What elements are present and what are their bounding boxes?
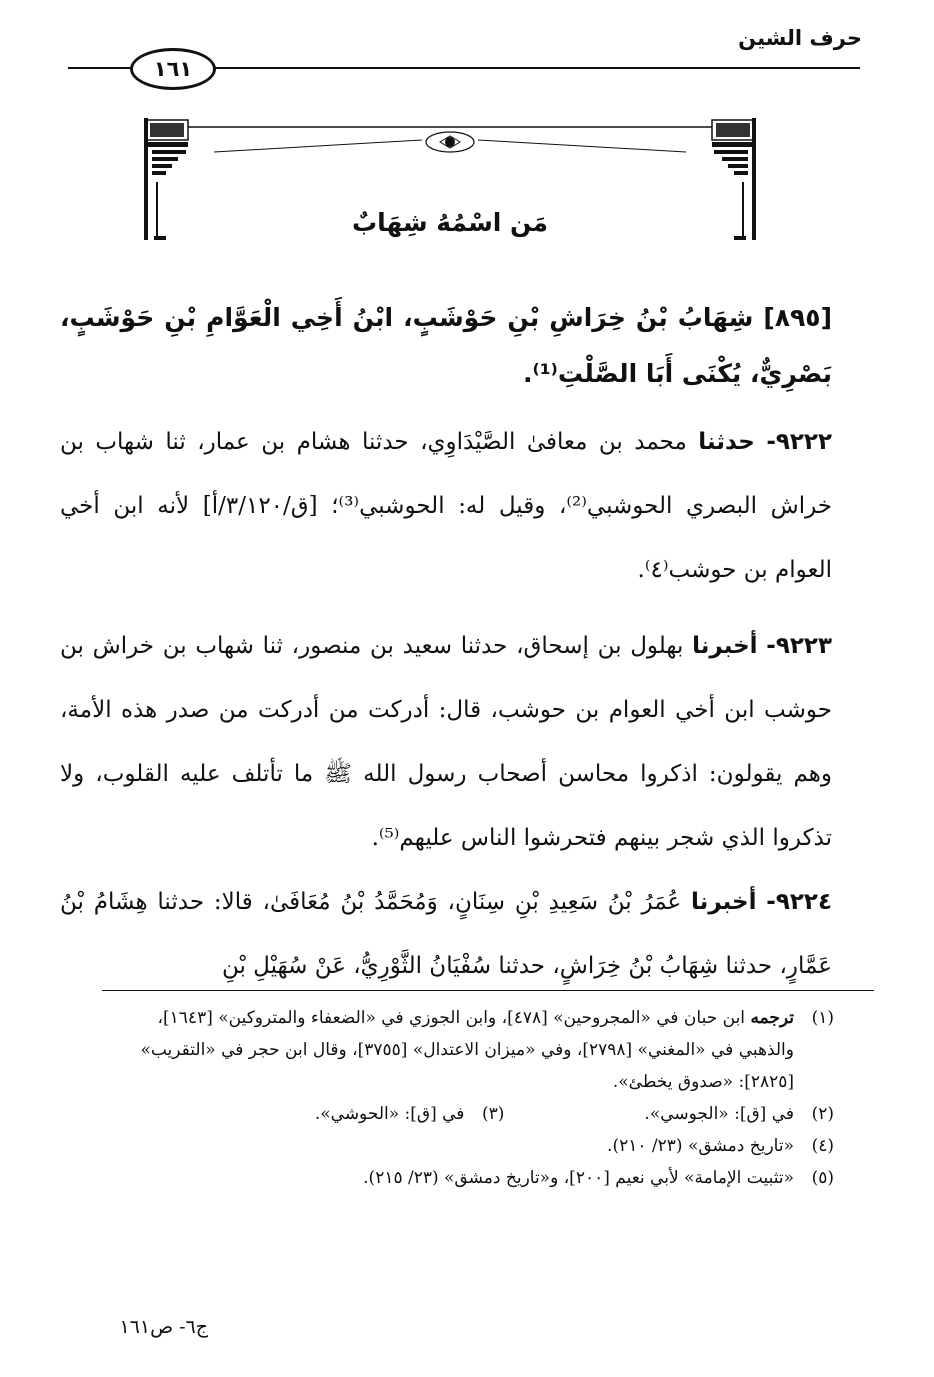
biography-entry: [٨٩٥] شِهَابُ بْنُ خِرَاشِ بْنِ حَوْشَبٍ، ابْنُ أَخِي الْعَوَّامِ بْنِ حَوْشَبٍ، بَصْرِيٌّ، يُكْنَى أَبَا الصَّلْتِ⁽¹⁾.: [60, 303, 832, 388]
footnote: [102, 1002, 834, 1098]
footnote-text: في [ق]: «الجوسي».: [644, 1104, 794, 1124]
hadith-paragraph: [60, 870, 832, 998]
page-number: ١٦١: [130, 48, 216, 90]
section-title: مَن اسْمُهُ شِهَابٌ: [351, 208, 549, 237]
hadith-number: ٩٢٢٢-: [766, 429, 833, 455]
footnotes: [102, 1002, 834, 1194]
footnote-text: ابن حبان في «المجروحين» [٤٧٨]، وابن الجوزي في «الضعفاء والمتروكين» [١٦٤٣]، والذهبي في «المغني» [٢٧٩٨]، وفي «ميزان الاعتدال» [٣٧٥٥]، وقال ابن حجر في «التقريب» [٢٨٢٥]: «صدوق يخطئ».: [140, 1008, 794, 1092]
footnote: [315, 1098, 505, 1130]
footnote: [102, 1130, 834, 1162]
hadith-text: بهلول بن إسحاق، حدثنا سعيد بن منصور، ثنا شهاب بن خراش بن حوشب ابن أخي العوام بن حوشب، قال: أدركت من أدركت من صدر هذه الأمة، وهم يقولون: اذكروا محاسن أصحاب رسول الله ﷺ ما تأتلف عليه القلوب، ولا تذكروا الذي شجر بينهم فتحرشوا الناس عليهم⁽⁵⁾.: [60, 633, 832, 851]
hadith-number: ٩٢٢٣-: [766, 633, 832, 659]
section-heading-frame: [140, 112, 760, 248]
footnote: [102, 1162, 834, 1194]
footnote-number: (٤): [811, 1136, 834, 1156]
footnote-number: (٣): [482, 1104, 505, 1124]
hadith-paragraph: [60, 614, 832, 870]
hadith-text: محمد بن معافىٰ الصَّيْدَاوِي، حدثنا هشام بن عمار، ثنا شهاب بن خراش البصري الحوشبي⁽²⁾، وقيل له: الحوشبي⁽³⁾؛ [ق/٣/١٢٠/أ] لأنه ابن أخي العوام بن حوشب⁽٤⁾.: [60, 429, 832, 583]
footnote: [644, 1098, 834, 1130]
footnote-number: (١): [811, 1008, 834, 1028]
footnote-row: [102, 1098, 834, 1130]
running-title: حرف الشين: [738, 26, 862, 50]
footnote-separator: [102, 990, 874, 991]
hadith-number: ٩٢٢٤-: [766, 889, 832, 915]
hadith-text: عُمَرُ بْنُ سَعِيدِ بْنِ سِنَانٍ، وَمُحَمَّدُ بْنُ مُعَافَىٰ، قالا: حدثنا هِشَامُ بْنُ عَمَّارٍ، حدثنا شِهَابُ بْنُ خِرَاشٍ، حدثنا سُفْيَانُ الثَّوْرِيُّ، عَنْ سُهَيْلِ بْنِ: [60, 889, 832, 979]
narration-verb: أخبرنا: [691, 889, 757, 915]
footnote-number: (٥): [811, 1168, 834, 1188]
narration-verb: أخبرنا: [692, 633, 758, 659]
footnote-number: (٢): [811, 1104, 834, 1124]
footnote-body: [102, 1002, 794, 1098]
volume-page-reference: ج٦- ص١٦١: [119, 1316, 208, 1338]
footnote-text: في [ق]: «الحوشي».: [314, 1104, 465, 1124]
footnote-text: «تثبيت الإمامة» لأبي نعيم [٢٠٠]، و«تاريخ دمشق» (٢٣/ ٢١٥).: [363, 1168, 794, 1188]
narration-verb: حدثنا: [698, 429, 755, 455]
hadith-paragraph: [60, 410, 832, 602]
footnote-text: «تاريخ دمشق» (٢٣/ ٢١٠).: [607, 1136, 794, 1156]
footnote-lead: ترجمه: [750, 1008, 794, 1028]
